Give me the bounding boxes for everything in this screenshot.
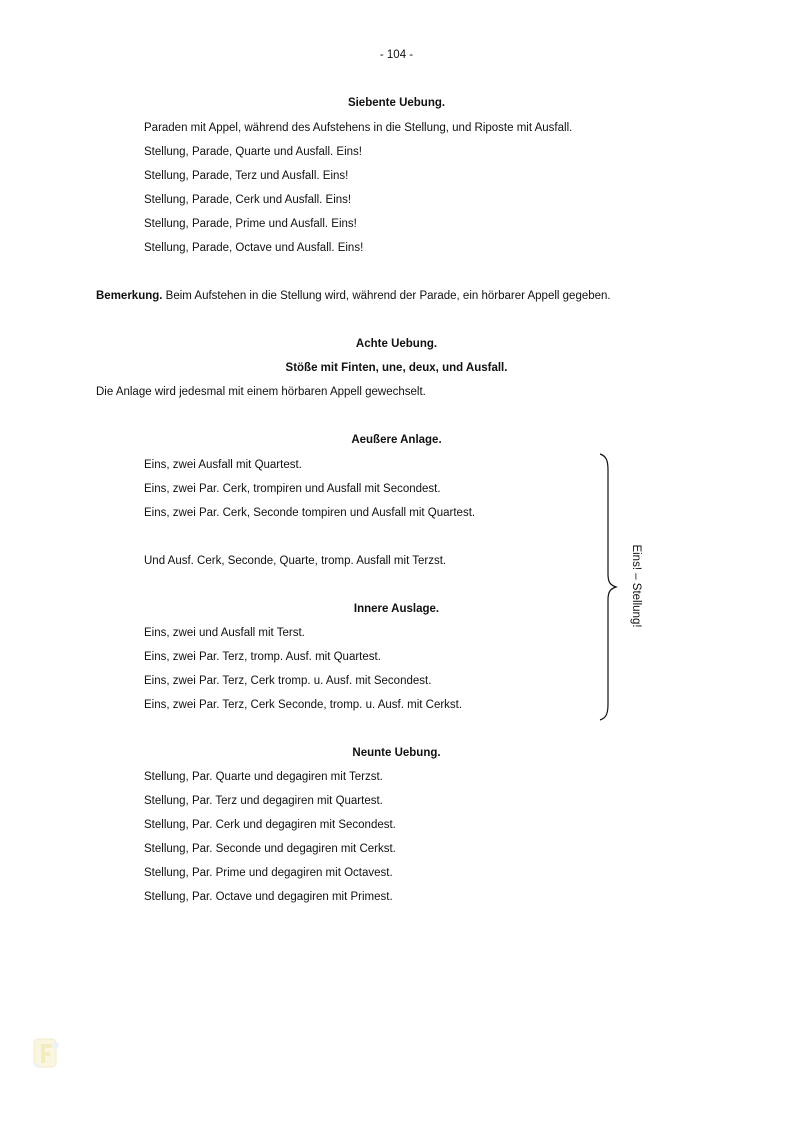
curly-brace (598, 452, 622, 722)
exercise-7-line: Stellung, Parade, Cerk und Ausfall. Eins! (144, 194, 352, 206)
inner-line: Eins, zwei und Ausfall mit Terst. (144, 627, 305, 639)
exercise-9-line: Stellung, Par. Quarte und degagiren mit Terzst. (144, 771, 383, 783)
outer-heading: Aeußere Anlage. (351, 434, 442, 446)
exercise-9-line: Stellung, Par. Prime und degagiren mit Octavest. (144, 867, 393, 879)
remark-text: Beim Aufstehen in die Stellung wird, während der Parade, ein hörbarer Appell gegeben. (162, 290, 611, 302)
remark-label: Bemerkung. (96, 290, 163, 302)
inner-line: Eins, zwei Par. Terz, tromp. Ausf. mit Quartest. (144, 651, 381, 663)
inner-heading: Innere Auslage. (353, 603, 440, 615)
exercise-7-line: Stellung, Parade, Quarte und Ausfall. Eins! (144, 146, 362, 158)
exercise-9-line: Stellung, Par. Cerk und degagiren mit Secondest. (144, 819, 396, 831)
exercise-7-line: Paraden mit Appel, während des Aufstehens in die Stellung, und Riposte mit Ausfall. (144, 122, 573, 134)
remark-paragraph (96, 289, 611, 303)
exercise-9-line: Stellung, Par. Octave und degagiren mit Primest. (144, 891, 393, 903)
exercise-8-subtitle: Stöße mit Finten, une, deux, und Ausfall. (285, 362, 508, 374)
extra-line: Und Ausf. Cerk, Seconde, Quarte, tromp. Ausfall mit Terzst. (144, 555, 447, 567)
exercise-8-title: Achte Uebung. (355, 338, 438, 350)
page-number: - 104 - (379, 49, 414, 61)
exercise-9-line: Stellung, Par. Seconde und degagiren mit Cerkst. (144, 843, 396, 855)
exercise-7-line: Stellung, Parade, Octave und Ausfall. Eins! (144, 242, 364, 254)
exercise-9-line: Stellung, Par. Terz und degagiren mit Quartest. (144, 795, 383, 807)
outer-line: Eins, zwei Par. Cerk, trompiren und Ausfall mit Secondest. (144, 483, 441, 495)
watermark-logo-icon (30, 1036, 62, 1072)
exercise-9-title: Neunte Uebung. (352, 747, 441, 759)
inner-line: Eins, zwei Par. Terz, Cerk tromp. u. Ausf. mit Secondest. (144, 675, 432, 687)
exercise-7-line: Stellung, Parade, Prime und Ausfall. Eins! (144, 218, 357, 230)
outer-line: Eins, zwei Par. Cerk, Seconde tompiren und Ausfall mit Quartest. (144, 507, 476, 519)
outer-line: Eins, zwei Ausfall mit Quartest. (144, 459, 302, 471)
exercise-7-line: Stellung, Parade, Terz und Ausfall. Eins! (144, 170, 349, 182)
exercise-8-intro: Die Anlage wird jedesmal mit einem hörbaren Appell gewechselt. (96, 386, 426, 398)
brace-label: Eins! – Stellung! (630, 544, 642, 628)
exercise-7-title: Siebente Uebung. (347, 97, 446, 109)
inner-line: Eins, zwei Par. Terz, Cerk Seconde, tromp. u. Ausf. mit Cerkst. (144, 699, 463, 711)
